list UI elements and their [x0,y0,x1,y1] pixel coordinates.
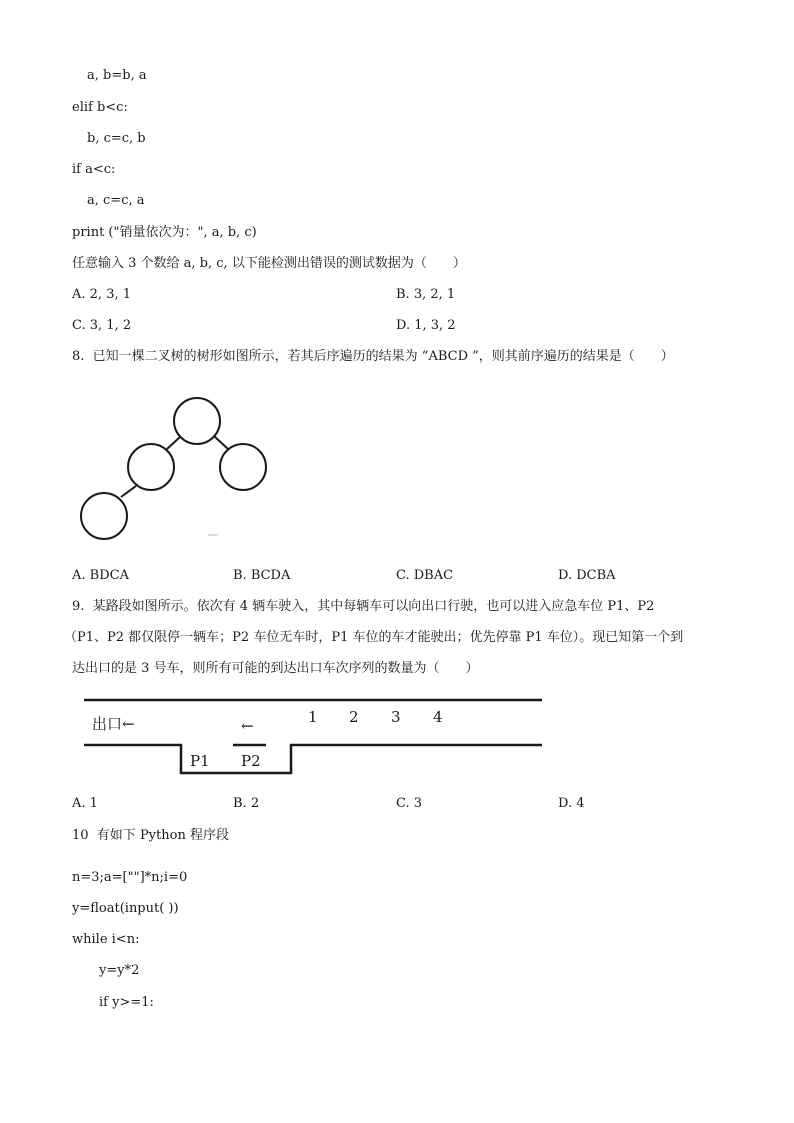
car-2: 2 [349,708,359,726]
q7-prompt: 任意输入 3 个数给 a, b, c, 以下能检测出错误的测试数据为（ ） [72,256,466,271]
q10-code-line-5: if y>=1: [99,995,154,1010]
tree-edge-root-right [214,436,228,449]
q7-option-a: A. 2, 3, 1 [72,287,131,302]
tree-node-root [174,398,220,444]
q10-code-line-1: n=3;a=[""]*n;i=0 [72,870,188,885]
tree-edge-root-left [167,436,181,449]
q7-option-c: C. 3, 1, 2 [72,318,132,333]
tree-node-left [128,444,174,490]
q10-code-line-4: y=y*2 [99,963,140,978]
q8-option-b: B. BCDA [233,568,291,583]
q7-option-b: B. 3, 2, 1 [396,287,456,302]
code-line-4: if a<c: [72,162,116,177]
q7-option-d: D. 1, 3, 2 [396,318,456,333]
q8-option-c: C. DBAC [396,568,454,583]
q9-line-3: 达出口的是 3 号车，则所有可能的到达出口车次序列的数量为（ ） [72,661,479,676]
q9-line-1: 9. 某路段如图所示。依次有 4 辆车驶入，其中每辆车可以向出口行驶，也可以进入应急车位 P1、P2 [72,599,655,614]
q9-option-a: A. 1 [72,796,98,811]
q8-option-d: D. DCBA [558,568,616,583]
q10-prompt: 10 有如下 Python 程序段 [72,828,229,843]
tree-node-left-left [81,493,127,539]
code-line-5: a, c=c, a [87,193,145,208]
code-line-6: print ("销量依次为：", a, b, c) [72,225,257,240]
q10-code-line-2: y=float(input( )) [72,901,179,916]
car-1: 1 [308,708,318,726]
tree-node-right [220,444,266,490]
q9-option-c: C. 3 [396,796,423,811]
car-4: 4 [433,708,443,726]
q9-option-b: B. 2 [233,796,260,811]
q8-option-a: A. BDCA [72,568,129,583]
q10-code-line-3: while i<n: [72,932,140,947]
tree-edge-left-leftchild [121,486,136,497]
q9-option-d: D. 4 [558,796,585,811]
q9-line-2: （P1、P2 都仅限停一辆车；P2 车位无车时，P1 车位的车才能驶出；优先停靠 P1 车位）。现已知第一个到 [64,630,684,645]
code-line-1: a, b=b, a [87,68,147,83]
exit-label: 出口← [92,715,135,733]
direction-arrow: ← [241,717,254,735]
parking-p1: P1 [190,752,210,770]
car-3: 3 [391,708,401,726]
q8-prompt: 8. 已知一棵二叉树的树形如图所示，若其后序遍历的结果为 “ABCD ”，则其前序遍历的结果是（ ） [72,349,674,364]
code-line-2: elif b<c: [72,100,128,115]
parking-p2: P2 [241,752,261,770]
road-bottom-edge [84,745,542,773]
code-line-3: b, c=c, b [87,131,146,146]
